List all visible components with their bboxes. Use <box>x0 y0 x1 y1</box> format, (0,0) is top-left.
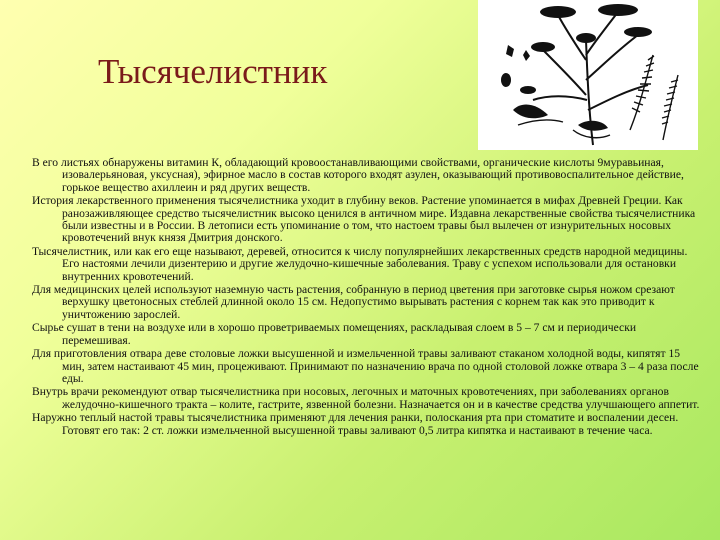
page-title: Тысячелистник <box>98 52 328 91</box>
paragraph: Сырье сушат в тени на воздухе или в хорошо проветриваемых помещениях, раскладывая слоем в 5 – 7 см и периодически перемешивая. <box>32 321 637 347</box>
body-text <box>32 157 704 438</box>
paragraph: Внутрь врачи рекомендуют отвар тысячелистника при носовых, легочных и маточных кровотечениях, при заболеваниях органов желудочно-кишечного тракта – колите, гастрите, язвенной болезни. Назначается он и в качестве средства улучшающего аппетит. <box>32 385 700 411</box>
paragraph: История лекарственного применения тысячелистника уходит в глубину веков. Растение упоминается в мифах Древней Греции. Как ранозаживляющее средство тысячелистник высоко ценился в античном мире. Издавна лекарственные свойства тысячелистника были известны и в России. В летописи есть упоминание о том, что настоем травы был вылечен от изнурительных носовых кровотечений внук князя Дмитрия донского. <box>32 194 696 245</box>
paragraph: Для медицинских целей используют наземную часть растения, собранную в период цветения при заготовке сырья ножом срезают верхушку цветоносных стеблей длинной около 15 см. Недопустимо вырывать растения с корнем так как это приводит к уничтожению зарослей. <box>32 283 675 321</box>
paragraph: В его листьях обнаружены витамин К, обладающий кровоостанавливающими свойствами, органические кислоты 9муравьиная, изовалерьяновая, уксусная), эфирное масло в состав которого входят азулен, оказывающий противовоспалительное действие, горькое вещество ахиллеин и ряд других веществ. <box>32 156 684 194</box>
paragraph: Наружно теплый настой травы тысячелистника применяют для лечения ранки, полоскания рта при стоматите и воспалении десен. Готовят его так: 2 ст. ложки измельченной высушенной травы заливают 0,5 литра кипятка и настаивают в течение часа. <box>32 411 679 437</box>
yarrow-illustration <box>478 0 698 150</box>
paragraph: Тысячелистник, или как его еще называют, деревей, относится к числу популярнейших лекарственных средств народной медицины. Его настоями лечили дизентерию и другие желудочно-кишечные заболевания. Траву с успехом использовали для остановки внутренних кровотечений. <box>32 244 688 283</box>
yarrow-plant-drawing <box>478 0 698 150</box>
paragraph: Для приготовления отвара деве столовые ложки высушенной и измельченной травы заливают стаканом холодной воды, кипятят 15 мин, затем настаивают 45 мин, процеживают. Принимают по назначению врача по одной столовой ложке отвара 3 – 4 раза после еды. <box>32 347 699 385</box>
